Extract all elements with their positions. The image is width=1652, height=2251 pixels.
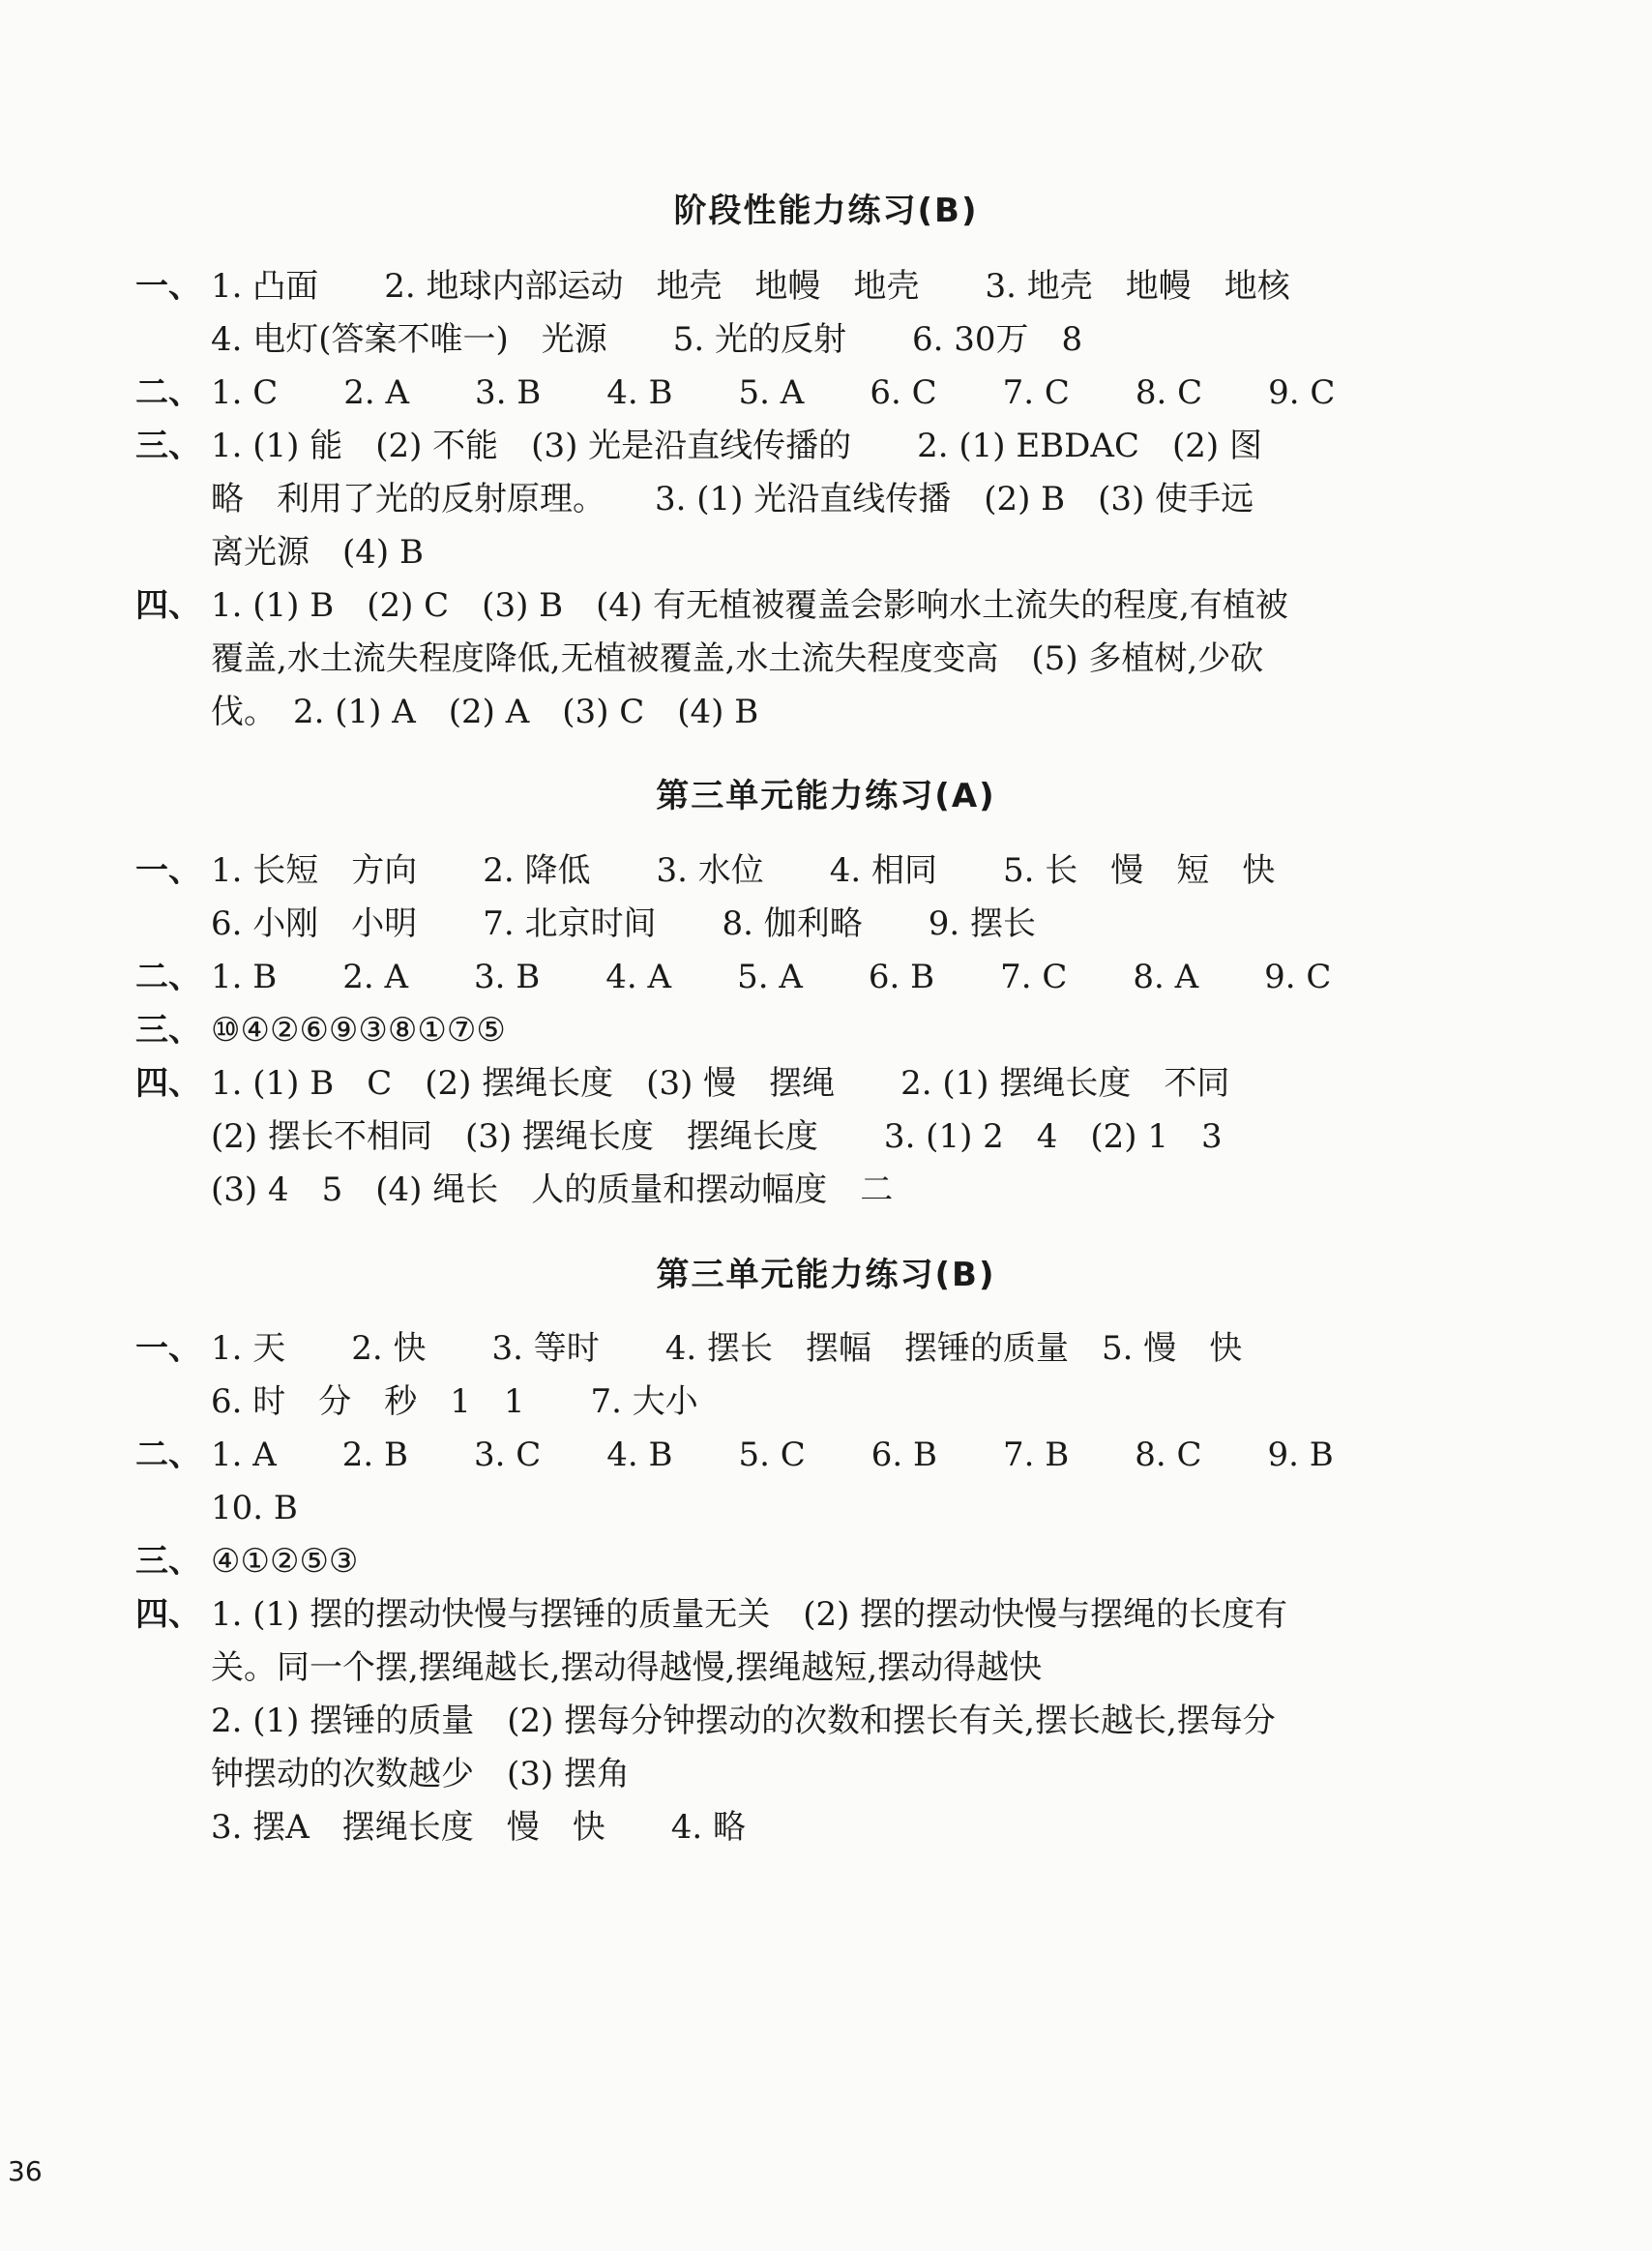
answer-line: 1. (1) B (2) C (3) B (4) 有无植被覆盖会影响水土流失的程度,有植被 bbox=[211, 586, 1288, 625]
answer-line: 6. 小刚 小明 7. 北京时间 8. 伽利略 9. 摆长 bbox=[211, 904, 1036, 943]
section-title: 第三单元能力练习(B) bbox=[656, 1256, 996, 1294]
answer-line: 6. 时 分 秒 1 1 7. 大小 bbox=[211, 1382, 698, 1421]
answer-line: 1. C 2. A 3. B 4. B 5. A 6. C 7. C 8. C 9. C bbox=[211, 373, 1336, 412]
answer-line: ⑩④②⑥⑨③⑧①⑦⑤ bbox=[211, 1011, 506, 1050]
answer-line: 1. A 2. B 3. C 4. B 5. C 6. B 7. B 8. C 9. B bbox=[211, 1436, 1334, 1474]
answer-line: 钟摆动的次数越少 (3) 摆角 bbox=[211, 1755, 630, 1793]
section-title: 阶段性能力练习(B) bbox=[673, 192, 979, 230]
question-number: 四、 bbox=[135, 1595, 201, 1634]
answer-line: 1. B 2. A 3. B 4. A 5. A 6. B 7. C 8. A 9. C bbox=[211, 958, 1332, 996]
question-number: 四、 bbox=[135, 586, 201, 625]
question-number: 一、 bbox=[135, 267, 201, 306]
answer-line: 4. 电灯(答案不唯一) 光源 5. 光的反射 6. 30万 8 bbox=[211, 320, 1083, 359]
question-number: 二、 bbox=[135, 373, 201, 412]
answer-line: 略 利用了光的反射原理。 3. (1) 光沿直线传播 (2) B (3) 使手远 bbox=[211, 480, 1254, 518]
answer-line: ④①②⑤③ bbox=[211, 1542, 359, 1581]
question-number: 三、 bbox=[135, 1542, 201, 1581]
section-title: 第三单元能力练习(A) bbox=[656, 777, 996, 815]
answer-line: 1. (1) B C (2) 摆绳长度 (3) 慢 摆绳 2. (1) 摆绳长度 不同 bbox=[211, 1064, 1230, 1103]
answer-line: 伐。 2. (1) A (2) A (3) C (4) B bbox=[211, 693, 759, 731]
answer-line: 10. B bbox=[211, 1489, 298, 1527]
question-number: 四、 bbox=[135, 1064, 201, 1103]
answer-line: 2. (1) 摆锤的质量 (2) 摆每分钟摆动的次数和摆长有关,摆长越长,摆每分 bbox=[211, 1702, 1276, 1740]
answer-line: 覆盖,水土流失程度降低,无植被覆盖,水土流失程度变高 (5) 多植树,少砍 bbox=[211, 639, 1264, 678]
answer-line: 3. 摆A 摆绳长度 慢 快 4. 略 bbox=[211, 1808, 747, 1847]
answer-line: 1. 凸面 2. 地球内部运动 地壳 地幔 地壳 3. 地壳 地幔 地核 bbox=[211, 267, 1290, 306]
answer-line: (3) 4 5 (4) 绳长 人的质量和摆动幅度 二 bbox=[211, 1170, 894, 1209]
answer-line: (2) 摆长不相同 (3) 摆绳长度 摆绳长度 3. (1) 2 4 (2) 1 3 bbox=[211, 1117, 1223, 1156]
answer-line: 离光源 (4) B bbox=[211, 533, 424, 572]
question-number: 二、 bbox=[135, 1436, 201, 1474]
page-number: 36 bbox=[8, 2155, 43, 2187]
answer-line: 1. 天 2. 快 3. 等时 4. 摆长 摆幅 摆锤的质量 5. 慢 快 bbox=[211, 1329, 1243, 1368]
answer-line: 1. 长短 方向 2. 降低 3. 水位 4. 相同 5. 长 慢 短 快 bbox=[211, 851, 1276, 890]
answer-line: 1. (1) 能 (2) 不能 (3) 光是沿直线传播的 2. (1) EBDAC (2) 图 bbox=[211, 427, 1262, 465]
question-number: 三、 bbox=[135, 427, 201, 465]
question-number: 一、 bbox=[135, 851, 201, 890]
question-number: 一、 bbox=[135, 1329, 201, 1368]
question-number: 三、 bbox=[135, 1011, 201, 1050]
question-number: 二、 bbox=[135, 958, 201, 996]
answer-line: 1. (1) 摆的摆动快慢与摆锤的质量无关 (2) 摆的摆动快慢与摆绳的长度有 bbox=[211, 1595, 1288, 1634]
answer-line: 关。同一个摆,摆绳越长,摆动得越慢,摆绳越短,摆动得越快 bbox=[211, 1648, 1043, 1687]
